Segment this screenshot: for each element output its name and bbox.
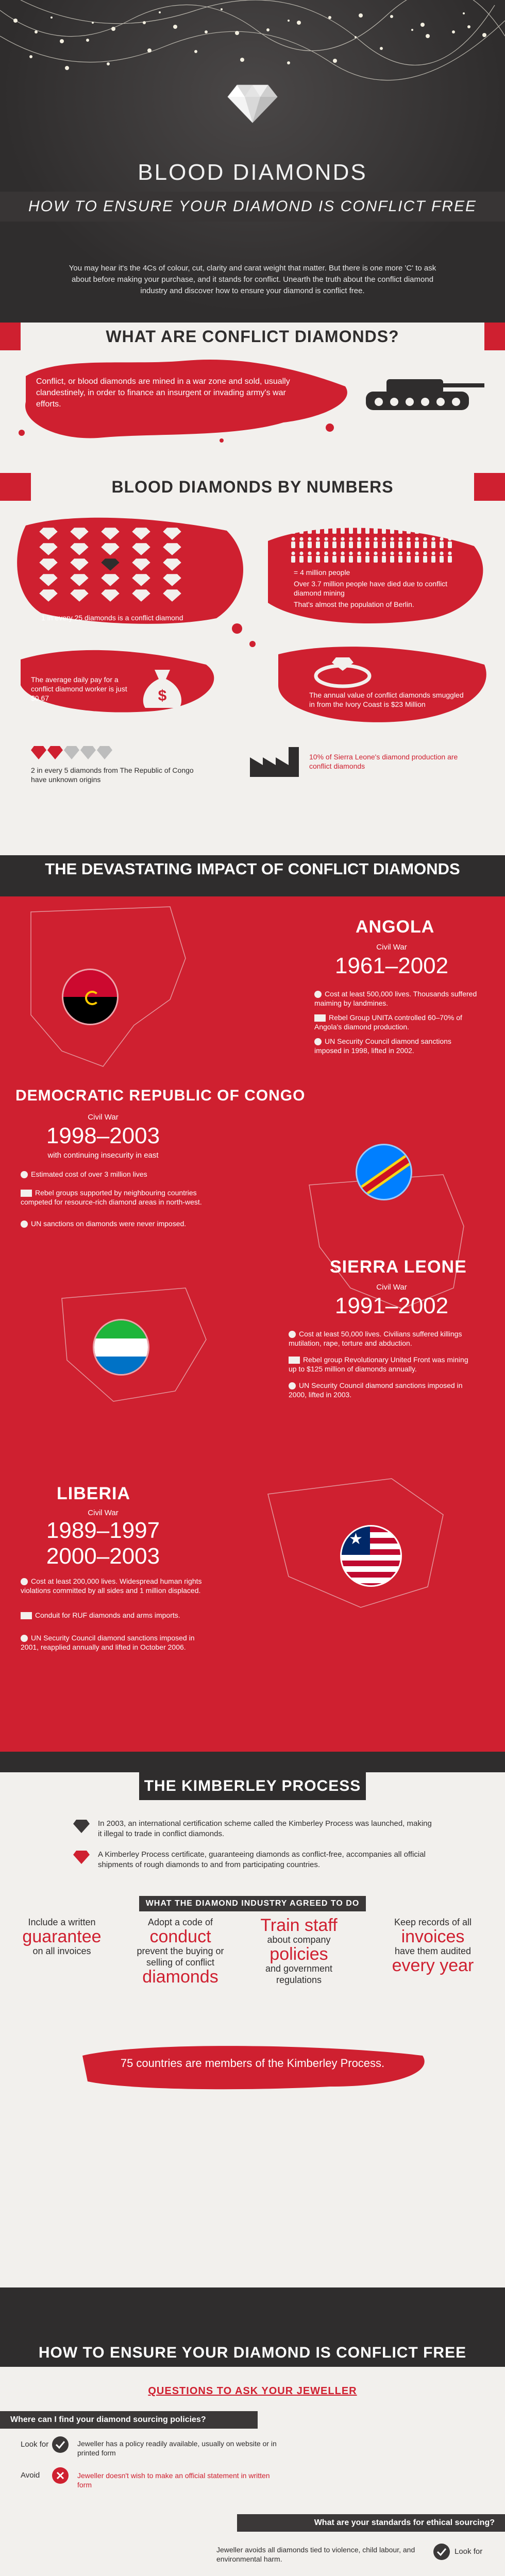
person-icon xyxy=(349,537,353,541)
person-icon xyxy=(341,541,345,548)
diamond-icon xyxy=(101,558,120,571)
person-icon xyxy=(316,541,320,548)
diamond-icon xyxy=(39,543,58,555)
diamond-icon xyxy=(39,528,58,540)
diamond-icon xyxy=(101,528,120,540)
sierra-fact-ruf: Rebel group Revolutionary United Front was mining up to $125 million of diamonds annually. xyxy=(289,1355,468,1373)
stat-people-died: Over 3.7 million people have died due to conflict diamond mining xyxy=(294,580,448,597)
person-icon xyxy=(324,556,328,563)
person-icon xyxy=(391,523,394,527)
tank-icon xyxy=(356,361,484,422)
person-icon xyxy=(431,541,435,548)
section-title-impact: THE DEVASTATING IMPACT OF CONFLICT DIAMONDS xyxy=(45,860,460,878)
person-icon xyxy=(390,541,394,548)
diamond-icon xyxy=(163,574,181,586)
person-icon xyxy=(391,552,394,555)
section-title-ensure: HOW TO ENSURE YOUR DIAMOND IS CONFLICT FREE xyxy=(38,2344,467,2361)
person-icon xyxy=(341,527,345,534)
drc-fact-lives: Estimated cost of over 3 million lives xyxy=(21,1170,206,1179)
person-icon xyxy=(365,527,369,534)
sierra-leone-flag-icon xyxy=(93,1319,149,1376)
person-icon xyxy=(448,537,452,541)
country-title-sierra-leone: SIERRA LEONE xyxy=(330,1257,467,1277)
section-banner-ensure-bg xyxy=(0,2287,505,2315)
diamond-icon xyxy=(132,574,150,586)
person-icon xyxy=(407,537,411,541)
person-icon xyxy=(349,541,353,548)
diamond-icon xyxy=(70,528,89,540)
drc-fact-sanctions: UN sanctions on diamonds were never imposed. xyxy=(21,1219,206,1228)
person-icon xyxy=(308,556,312,563)
sierra-civil-war-label: Civil War xyxy=(376,1283,407,1292)
person-icon xyxy=(374,556,378,563)
angola-civil-war-label: Civil War xyxy=(376,943,407,952)
person-icon xyxy=(407,523,411,527)
person-icon xyxy=(440,523,444,527)
liberia-fact-ruf: Conduit for RUF diamonds and arms imports. xyxy=(21,1611,206,1620)
diamond-icon xyxy=(39,589,58,602)
page-title: BLOOD DIAMONDS xyxy=(138,160,367,185)
person-icon xyxy=(398,527,402,534)
liberia-civil-war-label: Civil War xyxy=(88,1509,119,1517)
person-icon xyxy=(382,556,386,563)
person-icon xyxy=(448,552,452,555)
diamond-icon xyxy=(163,589,181,602)
person-icon xyxy=(365,556,369,563)
person-icon xyxy=(357,541,361,548)
small-diamond-icon xyxy=(72,1850,91,1865)
person-icon xyxy=(382,527,386,534)
diamond-icon xyxy=(101,543,120,555)
diamond-icon xyxy=(163,543,181,555)
kimberley-fact-launch: In 2003, an international certification scheme called the Kimberley Process was launched, making it illegal to trade in conflict diamonds. xyxy=(98,1819,432,1838)
cross-icon xyxy=(52,2467,69,2484)
angola-flag-icon xyxy=(62,969,119,1025)
person-icon xyxy=(291,541,295,548)
diamond-icon xyxy=(163,558,181,571)
agreement-keep-records: Keep records of all invoices have them audited every year xyxy=(392,1917,474,1975)
diamond-icon xyxy=(70,589,89,602)
q1-look-for-answer: Jeweller has a policy readily available, usually on website or in printed form xyxy=(77,2439,277,2457)
person-icon xyxy=(308,541,312,548)
person-icon xyxy=(349,556,353,563)
person-icon xyxy=(299,527,304,534)
section-banner-kimberley xyxy=(139,1772,366,1800)
kimberley-fact-certificate: A Kimberley Process certificate, guaranteeing diamonds as conflict-free, accompanies all official shipments of rough diamonds to and from participating countries. xyxy=(98,1850,426,1869)
stat-congo-origin: 2 in every 5 diamonds from The Republic of Congo have unknown origins xyxy=(31,766,194,784)
svg-text:$: $ xyxy=(158,687,167,704)
person-icon xyxy=(415,537,419,541)
people-grid-icons xyxy=(289,520,459,567)
liberia-fact-lives: Cost at least 200,000 lives. Widespread human rights violations committed by all sides and 1 million displaced. xyxy=(21,1577,202,1595)
person-icon xyxy=(308,523,312,527)
person-icon xyxy=(399,523,402,527)
questions-subtitle: QUESTIONS TO ASK YOUR JEWELLER xyxy=(148,2385,357,2397)
person-icon xyxy=(341,523,345,527)
person-icon xyxy=(432,552,435,555)
person-icon xyxy=(349,527,353,534)
person-icon xyxy=(399,552,402,555)
person-icon xyxy=(300,537,304,541)
sierra-fact-lives: Cost at least 50,000 lives. Civilians suffered killings mutilation, rape, torture and abduction. xyxy=(289,1330,462,1347)
section-title-kimberley: THE KIMBERLEY PROCESS xyxy=(144,1777,361,1794)
person-icon xyxy=(333,523,336,527)
person-icon xyxy=(300,523,304,527)
sierra-fact-sanctions: UN Security Council diamond sanctions imposed in 2000, lifted in 2003. xyxy=(289,1381,463,1399)
angola-fact-lives: Cost at least 500,000 lives. Thousands suffered maiming by landmines. xyxy=(314,990,477,1007)
person-icon xyxy=(374,527,378,534)
section-banner-ensure xyxy=(0,2339,505,2367)
stat-berlin: That's almost the population of Berlin. xyxy=(294,600,414,608)
intro-text: You may hear it's the 4Cs of colour, cut, clarity and carat weight that matter. But there is one more 'C' to ask about before making your purchase, and it stands for conflict. Unearth the truth about the conflict diamond industry and discover how to ensure your diamond is conflict free. xyxy=(69,264,436,295)
drc-subtitle: with continuing insecurity in east xyxy=(47,1151,159,1160)
person-icon xyxy=(332,556,336,563)
diamond-icon xyxy=(227,82,278,124)
country-title-angola: ANGOLA xyxy=(356,917,435,937)
stat-one-in-25: 1 in every 25 diamonds is a conflict diamond xyxy=(41,614,183,622)
person-icon xyxy=(423,556,427,563)
person-icon xyxy=(333,552,336,555)
factory-icon xyxy=(247,742,304,778)
person-icon xyxy=(423,541,427,548)
person-icon xyxy=(424,537,427,541)
person-icon xyxy=(440,541,444,548)
sierra-years: 1991–2002 xyxy=(334,1293,449,1318)
industry-agreed-banner: WHAT THE DIAMOND INDUSTRY AGREED TO DO xyxy=(139,1896,366,1911)
people-legend: = 4 million people xyxy=(294,568,350,577)
stat-smuggled: The annual value of conflict diamonds smuggled in from the Ivory Coast is $23 Million xyxy=(309,691,464,708)
diamond-icon xyxy=(101,589,120,602)
person-icon xyxy=(374,523,378,527)
person-icon xyxy=(324,541,328,548)
person-icon xyxy=(432,523,435,527)
liberia-fact-sanctions: UN Security Council diamond sanctions imposed in 2001, reapplied annually and lifted in October 2006. xyxy=(21,1634,195,1651)
person-icon xyxy=(415,527,419,534)
person-icon xyxy=(366,523,369,527)
q1-avoid-label: Avoid xyxy=(21,2471,40,2480)
diamond-icon xyxy=(163,528,181,540)
person-icon xyxy=(333,537,336,541)
drc-flag-icon xyxy=(356,1144,412,1200)
person-icon xyxy=(341,537,345,541)
diamond-icon xyxy=(132,528,150,540)
person-icon xyxy=(415,552,419,555)
section-title-numbers: BLOOD DIAMONDS BY NUMBERS xyxy=(111,478,394,496)
person-icon xyxy=(382,537,386,541)
person-icon xyxy=(308,537,312,541)
person-icon xyxy=(325,552,328,555)
person-icon xyxy=(316,537,320,541)
drc-years: 1998–2003 xyxy=(46,1123,160,1148)
person-icon xyxy=(325,523,328,527)
person-icon xyxy=(374,552,378,555)
person-icon xyxy=(308,552,312,555)
diamond-icon xyxy=(70,543,89,555)
liberia-flag-icon: ★ xyxy=(340,1525,402,1587)
person-icon xyxy=(407,556,411,563)
person-icon xyxy=(299,556,304,563)
person-icon xyxy=(341,556,345,563)
person-icon xyxy=(292,552,295,555)
person-icon xyxy=(448,541,452,548)
person-icon xyxy=(440,537,444,541)
country-title-drc: DEMOCRATIC REPUBLIC OF CONGO xyxy=(15,1087,306,1104)
person-icon xyxy=(325,537,328,541)
person-icon xyxy=(349,552,353,555)
person-icon xyxy=(399,537,402,541)
diamond-icon xyxy=(132,543,150,555)
person-icon xyxy=(448,523,452,527)
person-icon xyxy=(382,541,386,548)
person-icon xyxy=(291,527,295,534)
person-icon xyxy=(424,552,427,555)
person-icon xyxy=(324,527,328,534)
q2-look-for-label: Look for xyxy=(454,2547,483,2556)
five-diamonds-icon xyxy=(31,742,113,762)
agreement-train-staff: Train staff about company policies and government regulations xyxy=(260,1916,338,1985)
person-icon xyxy=(431,527,435,534)
person-icon xyxy=(357,556,361,563)
agreement-code-of-conduct: Adopt a code of conduct prevent the buying or selling of conflict diamonds xyxy=(137,1917,224,1987)
agreement-guarantee: Include a written guarantee on all invoices xyxy=(22,1917,102,1956)
person-icon xyxy=(316,556,320,563)
person-icon xyxy=(440,527,444,534)
person-icon xyxy=(391,537,394,541)
person-icon xyxy=(407,552,411,555)
person-icon xyxy=(358,537,361,541)
money-bag-icon xyxy=(139,665,186,711)
person-icon xyxy=(292,537,295,541)
person-icon xyxy=(292,523,295,527)
person-icon xyxy=(432,537,435,541)
person-icon xyxy=(448,556,452,563)
diamond-icon xyxy=(39,558,58,571)
country-title-liberia: LIBERIA xyxy=(57,1484,130,1503)
person-icon xyxy=(291,556,295,563)
person-icon xyxy=(358,552,361,555)
person-icon xyxy=(440,552,444,555)
ensure-section xyxy=(0,2339,505,2576)
diamond-icon xyxy=(70,558,89,571)
stat-sierra-leone: 10% of Sierra Leone's diamond production are conflict diamonds xyxy=(309,753,458,770)
checkmark-icon xyxy=(433,2543,450,2561)
section-banner-impact xyxy=(0,855,505,883)
diamond-icon xyxy=(132,558,150,571)
person-icon xyxy=(316,527,320,534)
person-icon xyxy=(366,537,369,541)
conflict-definition: Conflict, or blood diamonds are mined in a war zone and sold, usually clandestinely, in order to finance an insurgent or invading army's war efforts. xyxy=(36,377,290,409)
person-icon xyxy=(366,552,369,555)
person-icon xyxy=(398,541,402,548)
person-icon xyxy=(358,523,361,527)
header xyxy=(0,0,505,314)
person-icon xyxy=(415,556,419,563)
person-icon xyxy=(398,556,402,563)
person-icon xyxy=(415,523,419,527)
person-icon xyxy=(300,552,304,555)
person-icon xyxy=(332,527,336,534)
diamond-icon xyxy=(70,574,89,586)
q1-look-for-label: Look for xyxy=(21,2440,49,2449)
person-icon xyxy=(440,556,444,563)
person-icon xyxy=(431,556,435,563)
person-icon xyxy=(316,552,320,555)
angola-fact-sanctions: UN Security Council diamond sanctions imposed in 1998, lifted in 2002. xyxy=(314,1037,451,1055)
kimberley-members: 75 countries are members of the Kimberley Process. xyxy=(120,2057,385,2070)
person-icon xyxy=(390,556,394,563)
page-subtitle: HOW TO ENSURE YOUR DIAMOND IS CONFLICT FREE xyxy=(28,198,477,215)
person-icon xyxy=(299,541,304,548)
stat-daily-pay: The average daily pay for a conflict diamond worker is just $0.67 xyxy=(31,675,127,702)
person-icon xyxy=(424,523,427,527)
q1-avoid-answer: Jeweller doesn't wish to make an official statement in written form xyxy=(77,2471,270,2489)
person-icon xyxy=(448,527,452,534)
person-icon xyxy=(374,537,378,541)
diamond-grid-icons xyxy=(36,526,201,608)
person-icon xyxy=(316,523,320,527)
drc-fact-rebels: Rebel groups supported by neighbouring countries competed for resource-rich diamond areas in north-west. xyxy=(21,1189,202,1206)
person-icon xyxy=(357,527,361,534)
diamond-icon xyxy=(101,574,120,586)
diamond-ring-icon xyxy=(309,654,376,690)
small-diamond-icon xyxy=(72,1819,91,1834)
person-icon xyxy=(423,527,427,534)
angola-years: 1961–2002 xyxy=(334,953,449,978)
person-icon xyxy=(382,552,386,555)
person-icon xyxy=(308,527,312,534)
drc-civil-war-label: Civil War xyxy=(88,1113,119,1122)
diamond-icon xyxy=(39,574,58,586)
checkmark-icon xyxy=(52,2436,69,2453)
person-icon xyxy=(407,541,411,548)
section-banner-numbers xyxy=(0,473,505,501)
person-icon xyxy=(415,541,419,548)
question-1: Where can I find your diamond sourcing policies? xyxy=(0,2411,258,2429)
liberia-years-2: 2000–2003 xyxy=(46,1544,160,1569)
person-icon xyxy=(365,541,369,548)
person-icon xyxy=(349,523,353,527)
section-title-conflict: WHAT ARE CONFLICT DIAMONDS? xyxy=(106,327,399,346)
question-2: What are your standards for ethical sourcing? xyxy=(237,2514,505,2532)
diamond-icon xyxy=(132,589,150,602)
person-icon xyxy=(332,541,336,548)
angola-fact-unita: Rebel Group UNITA controlled 60–70% of Angola's diamond production. xyxy=(314,1013,462,1031)
person-icon xyxy=(374,541,378,548)
person-icon xyxy=(407,527,411,534)
person-icon xyxy=(382,523,386,527)
person-icon xyxy=(341,552,345,555)
liberia-years-1: 1989–1997 xyxy=(46,1518,160,1543)
person-icon xyxy=(390,527,394,534)
section-banner-conflict xyxy=(0,323,505,350)
q2-look-for-answer: Jeweller avoids all diamonds tied to violence, child labour, and environmental harm. xyxy=(216,2546,415,2563)
